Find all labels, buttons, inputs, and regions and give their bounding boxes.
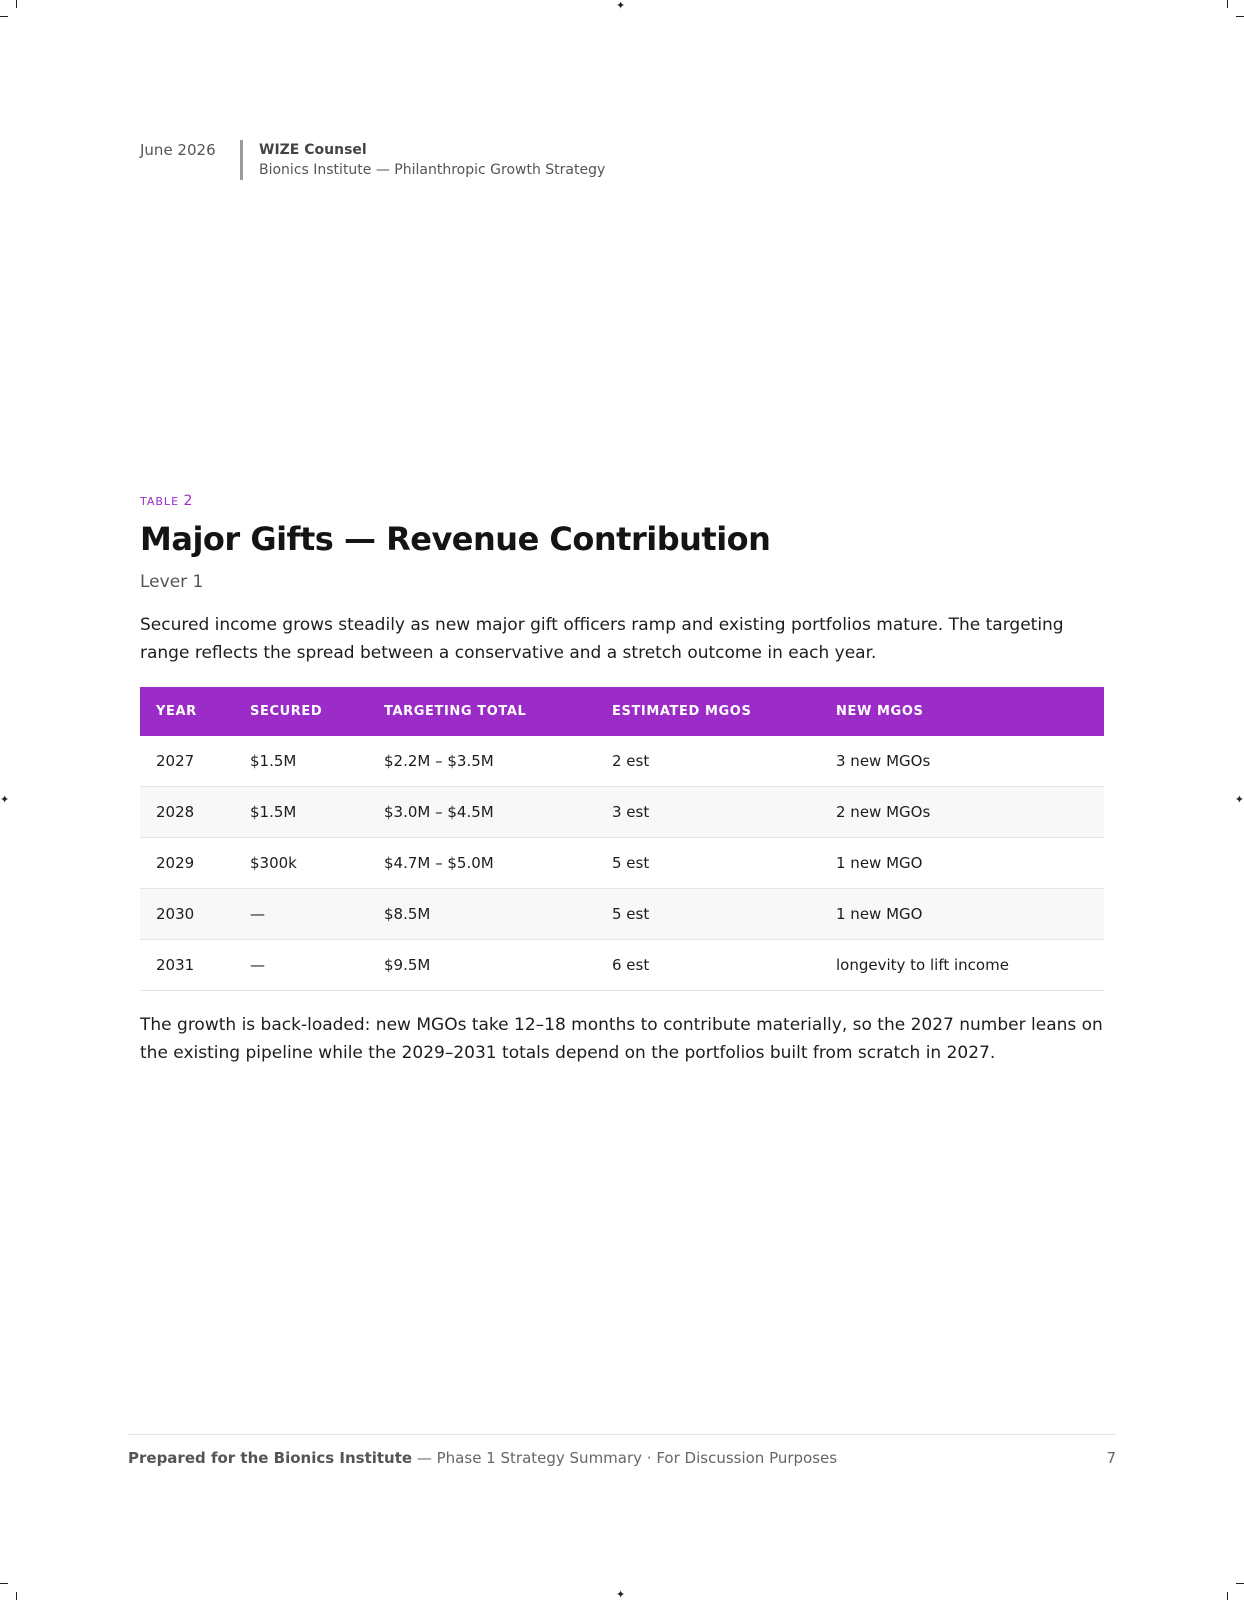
crop-mark-tl-h xyxy=(0,16,8,17)
main-content xyxy=(140,492,1104,1067)
cell-year: 2029 xyxy=(140,838,234,889)
table-header-row xyxy=(140,687,1104,736)
cell-estimated-mgos: 2 est xyxy=(596,736,820,787)
page-number: 7 xyxy=(1106,1449,1116,1467)
column-header-secured: SECURED xyxy=(234,687,368,736)
outro-paragraph: The growth is back-loaded: new MGOs take 12–18 months to contribute materially, so the 2027 number leans on the existing pipeline while the 2029–2031 totals depend on the portfolios built from scratch in 2027. xyxy=(140,1015,1103,1063)
table-row xyxy=(140,940,1104,991)
footer-prepared-for: Prepared for the Bionics Institute xyxy=(128,1449,413,1467)
crop-mark-tr-h xyxy=(1236,16,1244,17)
cell-targeting-total: $4.7M – $5.0M xyxy=(368,838,596,889)
section-subtitle: Lever 1 xyxy=(140,572,204,592)
eyebrow-label: TABLE xyxy=(140,495,180,508)
footer-divider xyxy=(128,1434,1116,1435)
crop-mark-tr-v xyxy=(1227,0,1228,8)
table-eyebrow xyxy=(140,492,1104,511)
table-row xyxy=(140,736,1104,787)
table-row xyxy=(140,889,1104,940)
cell-targeting-total: $3.0M – $4.5M xyxy=(368,787,596,838)
registration-mark-right-icon: ✦ xyxy=(1234,793,1244,806)
cell-targeting-total: $8.5M xyxy=(368,889,596,940)
column-header-year: YEAR xyxy=(140,687,234,736)
crop-mark-tl-v xyxy=(16,0,17,8)
cell-secured: $1.5M xyxy=(234,787,368,838)
cell-estimated-mgos: 5 est xyxy=(596,889,820,940)
cell-year: 2028 xyxy=(140,787,234,838)
page-footer xyxy=(128,1448,1116,1468)
header-brand: WIZE Counsel xyxy=(259,142,367,158)
intro-paragraph: Secured income grows steadily as new major gift officers ramp and existing portfolios mature. The targeting range reflects the spread between a conservative and a stretch outcome in each year. xyxy=(140,615,1064,663)
cell-secured: $1.5M xyxy=(234,736,368,787)
cell-secured: — xyxy=(234,940,368,991)
cell-year: 2030 xyxy=(140,889,234,940)
column-header-targeting-total: TARGETING TOTAL xyxy=(368,687,596,736)
cell-estimated-mgos: 3 est xyxy=(596,787,820,838)
cell-new-mgos: 3 new MGOs xyxy=(820,736,1104,787)
column-header-estimated-mgos: ESTIMATED MGOS xyxy=(596,687,820,736)
eyebrow-number: 2 xyxy=(183,493,193,509)
cell-new-mgos: 1 new MGO xyxy=(820,889,1104,940)
crop-mark-bl-v xyxy=(16,1592,17,1600)
footer-description: — Phase 1 Strategy Summary · For Discussion Purposes xyxy=(412,1449,838,1467)
running-header xyxy=(140,140,605,180)
header-text xyxy=(259,140,605,180)
crop-mark-br-v xyxy=(1227,1592,1228,1600)
header-subtitle: Bionics Institute — Philanthropic Growth Strategy xyxy=(259,162,606,178)
cell-secured: $300k xyxy=(234,838,368,889)
page-title: Major Gifts — Revenue Contribution xyxy=(140,520,771,558)
registration-mark-top-icon: ✦ xyxy=(616,0,626,12)
cell-secured: — xyxy=(234,889,368,940)
header-date: June 2026 xyxy=(140,141,216,159)
revenue-table xyxy=(140,687,1104,991)
registration-mark-left-icon: ✦ xyxy=(0,793,10,806)
cell-year: 2027 xyxy=(140,736,234,787)
cell-estimated-mgos: 5 est xyxy=(596,838,820,889)
table-row xyxy=(140,787,1104,838)
cell-new-mgos: 2 new MGOs xyxy=(820,787,1104,838)
crop-mark-bl-h xyxy=(0,1583,8,1584)
registration-mark-bottom-icon: ✦ xyxy=(616,1588,626,1601)
cell-year: 2031 xyxy=(140,940,234,991)
crop-mark-br-h xyxy=(1236,1583,1244,1584)
cell-new-mgos: 1 new MGO xyxy=(820,838,1104,889)
cell-targeting-total: $9.5M xyxy=(368,940,596,991)
cell-new-mgos: longevity to lift income xyxy=(820,940,1104,991)
table-row xyxy=(140,838,1104,889)
cell-targeting-total: $2.2M – $3.5M xyxy=(368,736,596,787)
column-header-new-mgos: NEW MGOS xyxy=(820,687,1104,736)
cell-estimated-mgos: 6 est xyxy=(596,940,820,991)
header-divider xyxy=(240,140,243,180)
